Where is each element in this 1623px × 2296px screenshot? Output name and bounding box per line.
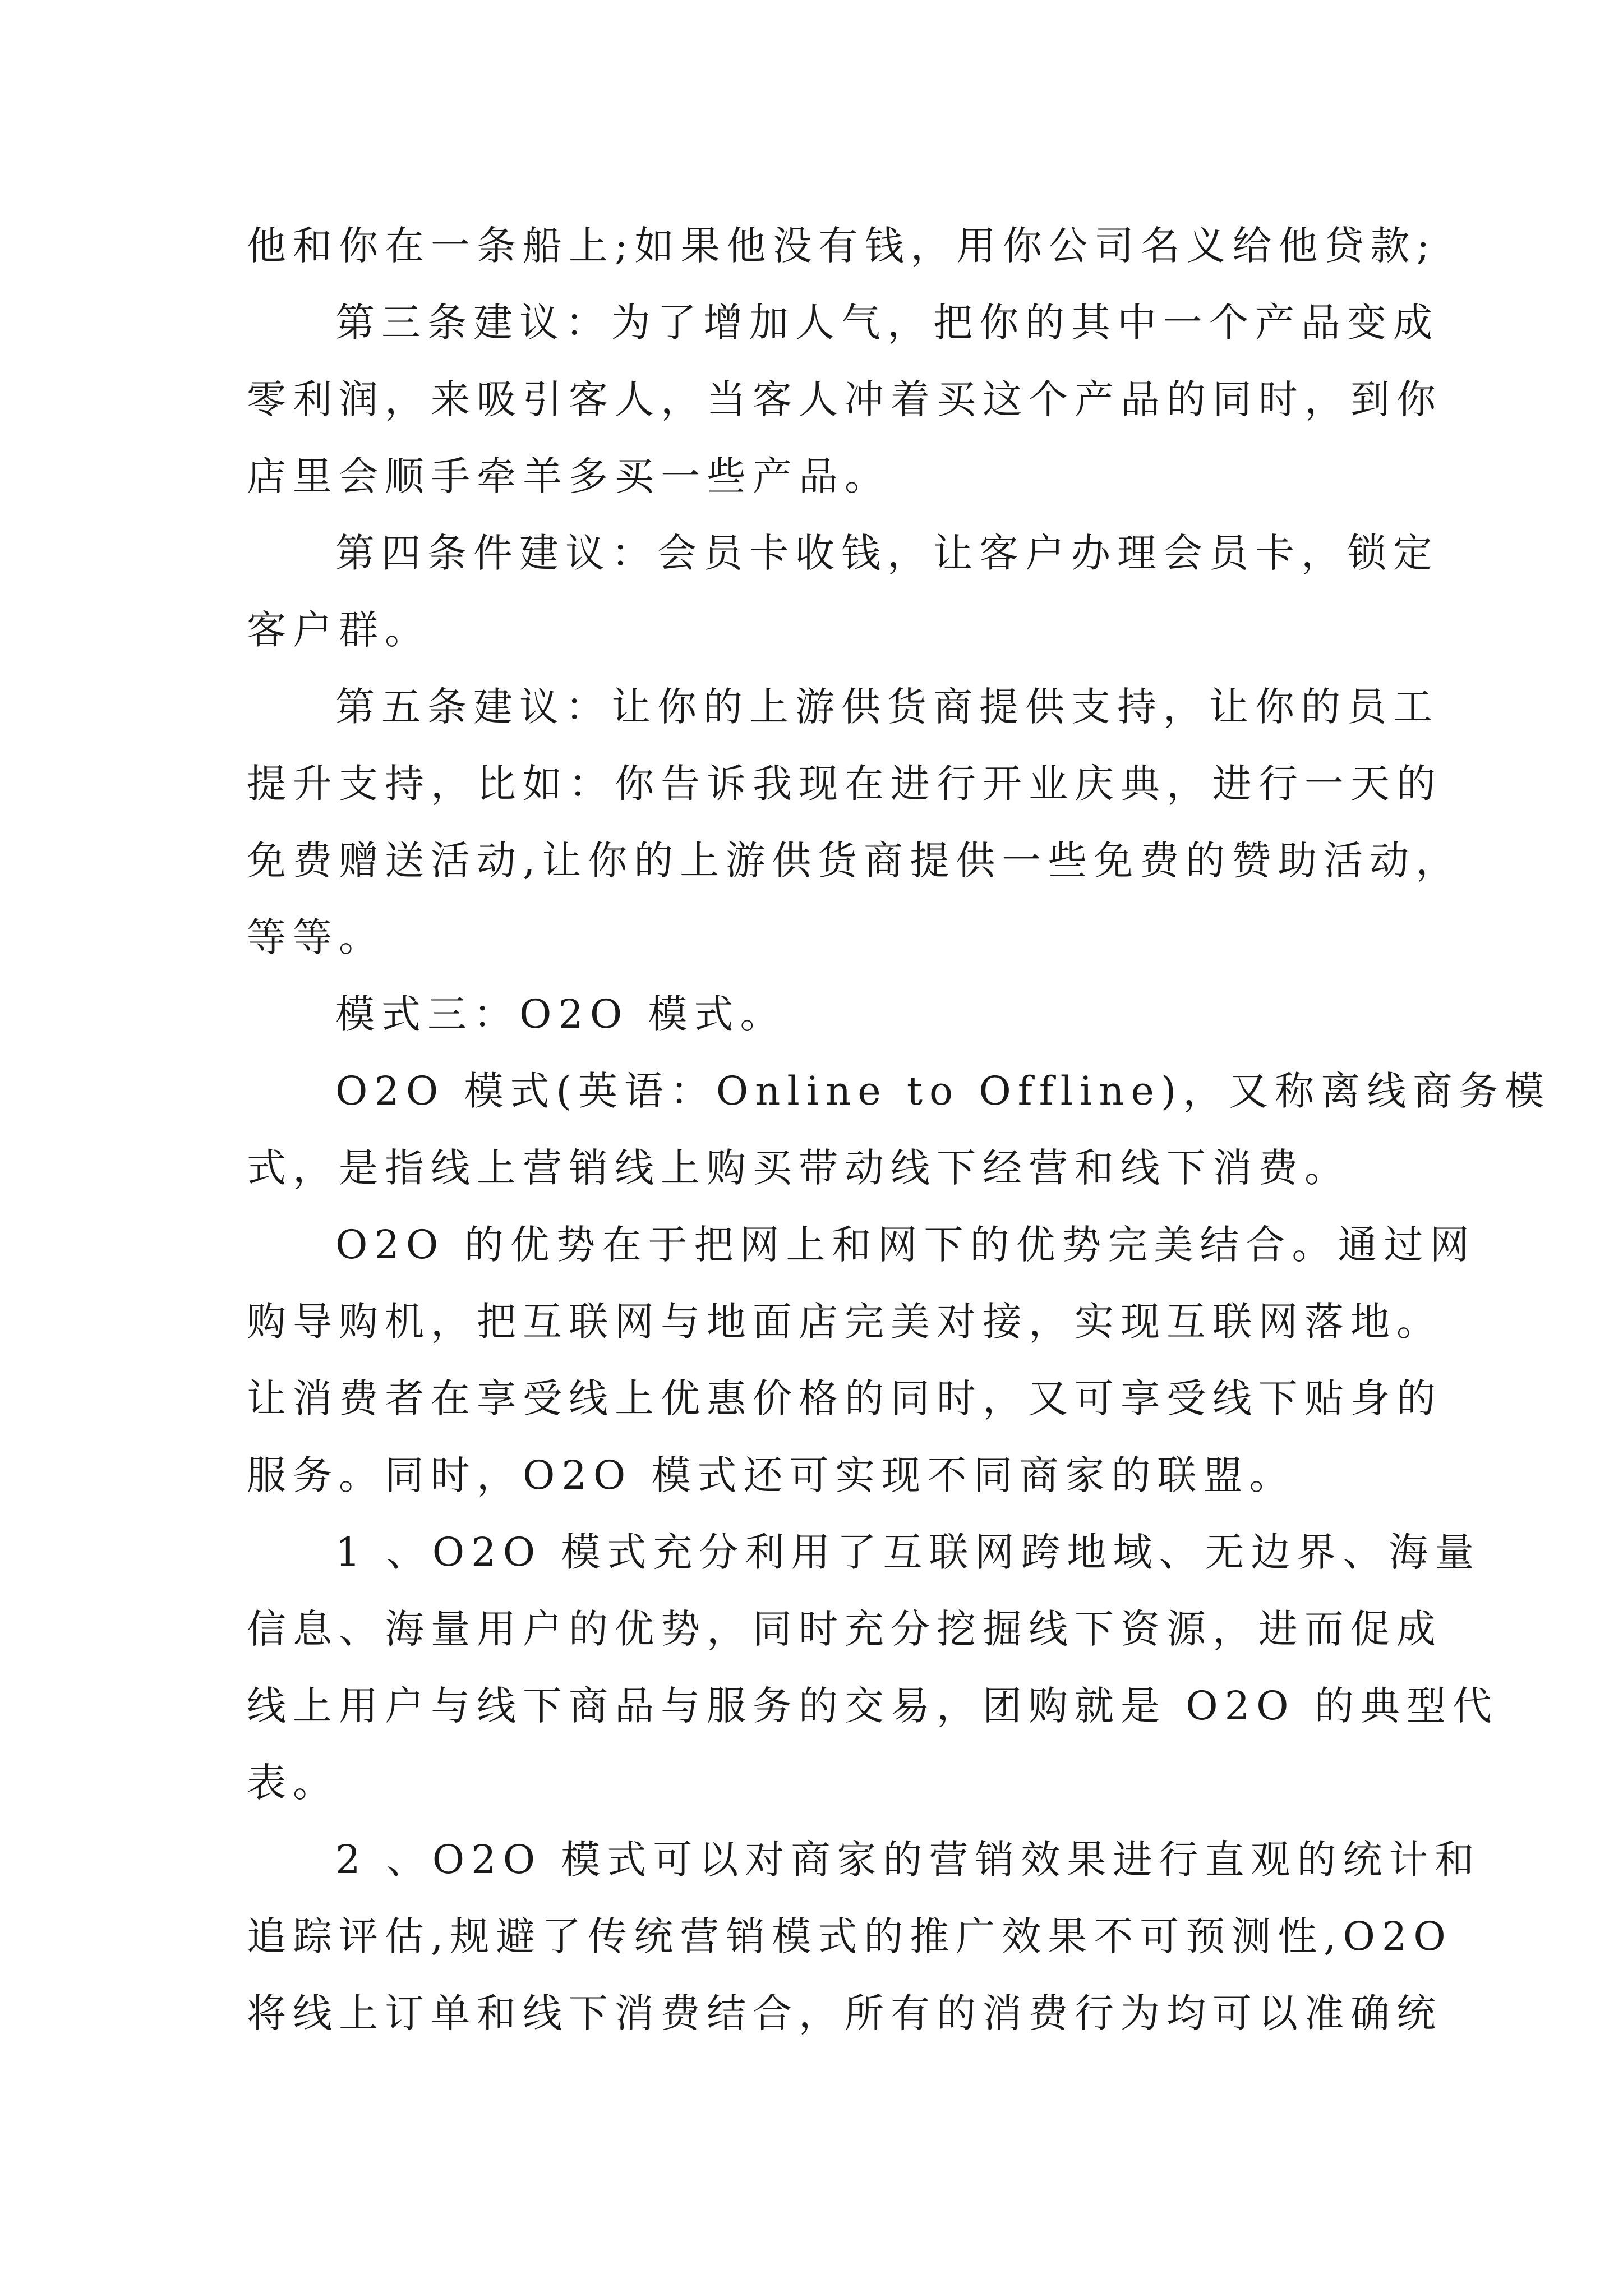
text-line: 表。 [247,1760,339,1806]
text-line: 客户群。 [247,607,431,653]
paragraph [247,1207,1476,1514]
text-line: 信息、海量用户的优势，同时充分挖掘线下资源，进而促成 [247,1606,1442,1652]
list-item [247,1514,1498,1821]
text-line: 追踪评估,规避了传统营销模式的推广效果不可预测性,O2O [247,1913,1453,1959]
text-line: 他和你在一条船上;如果他没有钱，用你公司名义给他贷款; [247,223,1437,269]
text-line: 让消费者在享受线上优惠价格的同时，又可享受线下贴身的 [247,1375,1442,1421]
paragraph [247,515,1439,669]
text-line: 第五条建议：让你的上游供货商提供支持，让你的员工 [335,684,1439,730]
text-line: 服务。同时，O2O 模式还可实现不同商家的联盟。 [247,1452,1295,1498]
text-line: 第三条建议：为了增加人气，把你的其中一个产品变成 [335,300,1439,346]
text-line: O2O 模式(英语：Online to Offline)，又称离线商务模 [335,1068,1551,1114]
text-line: 1 、O2O 模式充分利用了互联网跨地域、无边界、海量 [335,1529,1481,1575]
text-line: 购导购机，把互联网与地面店完美对接，实现互联网落地。 [247,1299,1442,1345]
section-heading [247,976,1413,1053]
text-line: 零利润，来吸引客人，当客人冲着买这个产品的同时，到你 [247,376,1442,422]
text-line: 2 、O2O 模式可以对商家的营销效果进行直观的统计和 [335,1837,1481,1883]
text-line: 模式三：O2O 模式。 [335,991,786,1037]
text-line: 线上用户与线下商品与服务的交易，团购就是 O2O 的典型代 [247,1683,1498,1729]
list-item [247,1821,1481,2052]
paragraph [247,284,1442,515]
paragraph [247,208,1437,284]
text-line: 店里会顺手牵羊多买一些产品。 [247,453,891,499]
text-line: 将线上订单和线下消费结合，所有的消费行为均可以准确统 [247,1990,1442,2036]
text-line: 等等。 [247,914,385,960]
paragraph [247,1053,1551,1207]
text-line: O2O 的优势在于把网上和网下的优势完美结合。通过网 [335,1222,1476,1268]
text-line: 式，是指线上营销线上购买带动线下经营和线下消费。 [247,1145,1350,1191]
text-line: 提升支持，比如：你告诉我现在进行开业庆典，进行一天的 [247,761,1442,807]
text-line: 第四条件建议：会员卡收钱，让客户办理会员卡，锁定 [335,530,1439,576]
text-line: 免费赠送活动,让你的上游供货商提供一些免费的赞助活动， [247,838,1462,884]
document-body [247,208,1551,2052]
paragraph [247,669,1462,976]
